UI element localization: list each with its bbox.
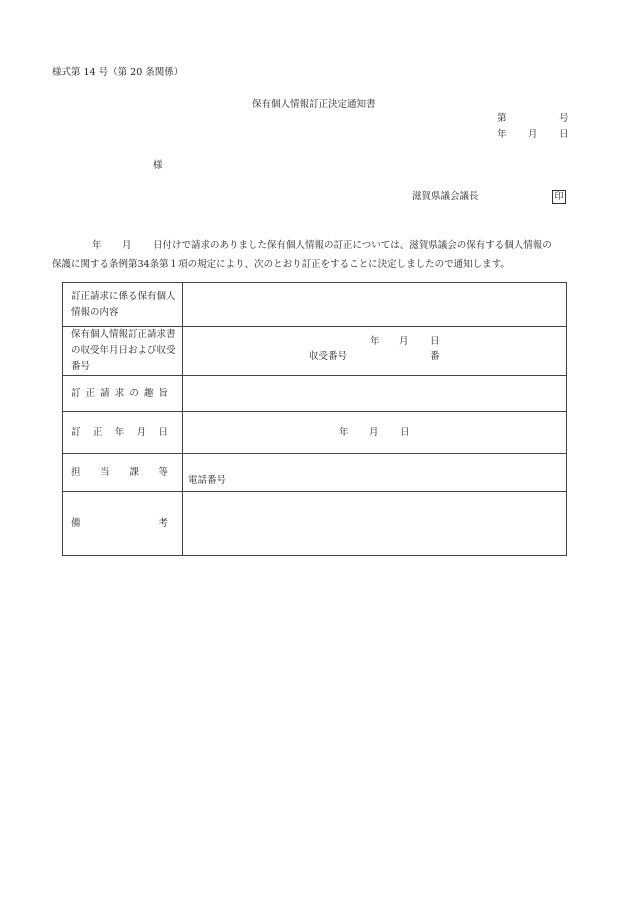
document-title: 保有個人情報訂正決定通知書 (252, 99, 376, 110)
remarks-label (63, 492, 183, 556)
correction-year-label: 年 (339, 427, 349, 438)
sender-name: 滋賀県議会議長 (412, 191, 479, 202)
table-row-purpose (63, 376, 567, 412)
form-number: 様式第 14 号（第 20 条関係） (52, 67, 184, 78)
table-row-remarks (63, 492, 567, 556)
content-field[interactable] (183, 283, 567, 327)
label-char: の (129, 387, 139, 399)
correction-month-label: 月 (369, 427, 379, 438)
seal-mark: 印 (552, 190, 566, 204)
purpose-field[interactable] (183, 376, 567, 412)
body-month-label: 月 (122, 240, 132, 251)
label-char: 旨 (158, 387, 168, 399)
receipt-day-label: 日 (430, 336, 440, 347)
receipt-field[interactable] (183, 327, 567, 376)
label-char: 課 (129, 466, 139, 478)
label-char: 正 (85, 387, 96, 399)
date-year-label: 年 (497, 129, 507, 140)
table-row-department (63, 454, 567, 492)
notice-body (52, 236, 582, 274)
body-sentence-start: 日付けで請求のありました保有個人情報の訂正については、滋賀県議会の保有する個人情報の (153, 240, 552, 251)
department-field[interactable] (183, 454, 567, 492)
correction-date-label (63, 412, 183, 454)
label-char: 備 (71, 517, 81, 529)
doc-number-prefix: 第 (497, 113, 507, 124)
receipt-number-suffix: 番 (430, 351, 440, 362)
label-char: 趣 (143, 387, 154, 399)
body-line-2: 保護に関する条例第34条第１項の規定により、次のとおり訂正をすることに決定しましたので通知します。 (52, 259, 510, 270)
receipt-label: 保有個人情報訂正請求書の収受年月日および収受番号 (63, 327, 183, 376)
label-char: 担 (71, 466, 81, 478)
correction-day-label: 日 (400, 427, 410, 438)
table-row-content (63, 283, 567, 327)
label-char: 年 (114, 426, 125, 438)
correction-date-field[interactable] (183, 412, 567, 454)
label-char: 正 (92, 426, 103, 438)
addressee-suffix: 様 (153, 160, 163, 171)
label-char: 請 (100, 387, 110, 399)
label-char: 日 (158, 426, 168, 438)
receipt-number-label: 収受番号 (309, 351, 348, 362)
label-char: 月 (136, 426, 147, 438)
remarks-field[interactable] (183, 492, 567, 556)
table-row-receipt (63, 327, 567, 376)
date-month-label: 月 (528, 129, 538, 140)
receipt-month-label: 月 (399, 336, 409, 347)
doc-number-suffix: 号 (559, 113, 569, 124)
receipt-year-label: 年 (370, 336, 380, 347)
label-char: 訂 (71, 387, 81, 399)
correction-details-table (62, 282, 567, 556)
content-label: 訂正請求に係る保有個人情報の内容 (63, 283, 183, 327)
date-day-label: 日 (559, 129, 569, 140)
purpose-label (63, 376, 183, 412)
phone-number-label: 電話番号 (188, 475, 227, 486)
label-char: 求 (114, 387, 125, 399)
label-char: 等 (158, 466, 168, 478)
label-char: 考 (158, 517, 168, 529)
label-char: 当 (100, 466, 110, 478)
label-char: 訂 (71, 426, 81, 438)
department-label (63, 454, 183, 492)
body-year-label: 年 (92, 240, 102, 251)
table-row-correction-date (63, 412, 567, 454)
